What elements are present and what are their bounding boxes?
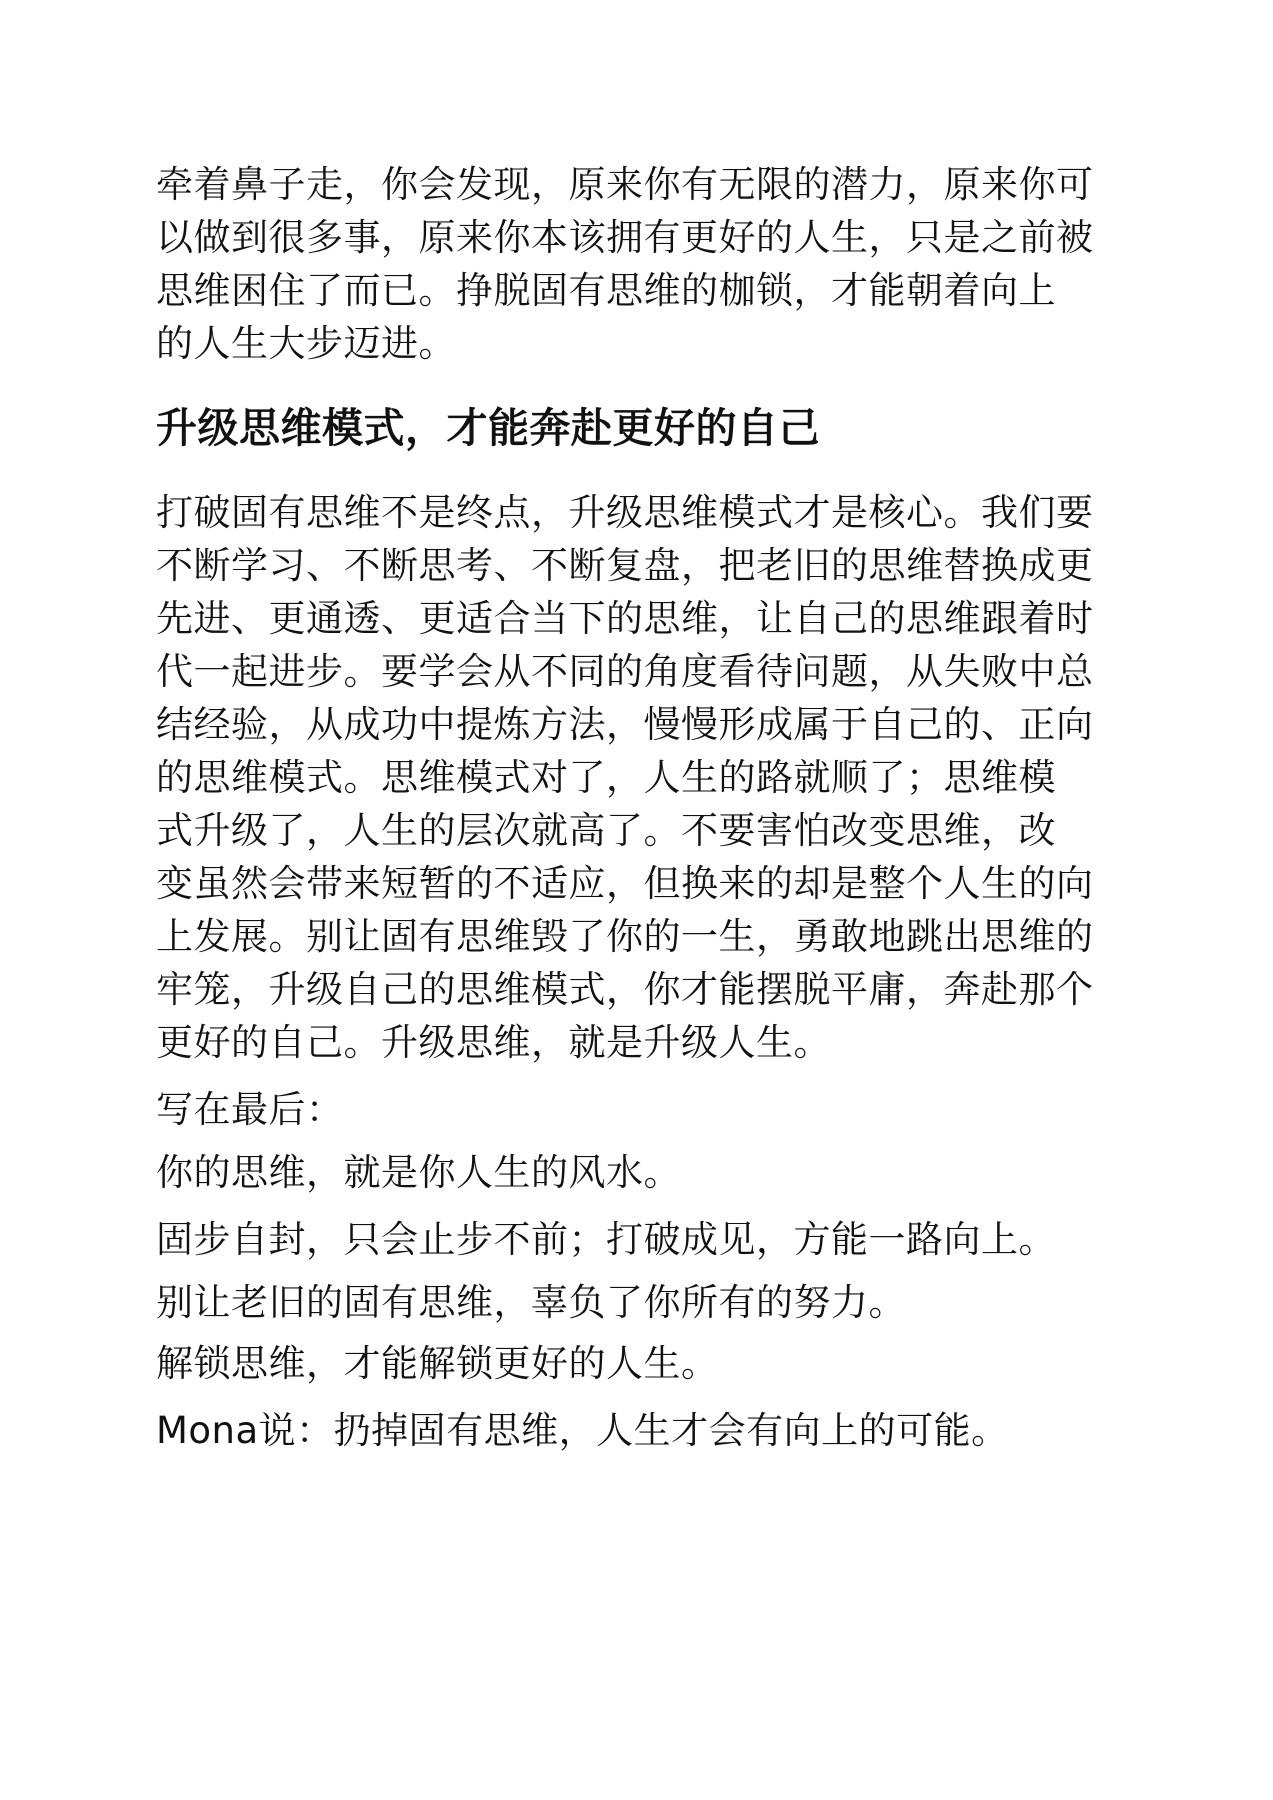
closing-line: 别让老旧的固有思维，辜负了你所有的努力。 — [156, 1281, 906, 1324]
paragraph-line: 变虽然会带来短暂的不适应，但换来的却是整个人生的向 — [156, 862, 1094, 905]
paragraph-line: 的思维模式。思维模式对了，人生的路就顺了；思维模 — [156, 756, 1056, 799]
paragraph-line: 上发展。别让固有思维毁了你的一生，勇敢地跳出思维的 — [156, 915, 1094, 958]
paragraph-line: 不断学习、不断思考、不断复盘，把老旧的思维替换成更 — [156, 544, 1094, 587]
paragraph-line: 打破固有思维不是终点，升级思维模式才是核心。我们要 — [156, 491, 1094, 534]
closing-label: 写在最后： — [156, 1088, 344, 1131]
article-body — [156, 158, 1126, 1457]
closing-line: 解锁思维，才能解锁更好的人生。 — [156, 1342, 719, 1385]
paragraph-line: 先进、更通透、更适合当下的思维，让自己的思维跟着时 — [156, 597, 1094, 640]
paragraph-line: 代一起进步。要学会从不同的角度看待问题，从失败中总 — [156, 650, 1094, 693]
section-paragraph — [156, 486, 1126, 1069]
paragraph-line: 思维困住了而已。挣脱固有思维的枷锁，才能朝着向上 — [156, 269, 1056, 312]
author-quote: Mona说：扔掉固有思维，人生才会有向上的可能。 — [156, 1409, 1009, 1452]
closing-line: 固步自封，只会止步不前；打破成见，方能一路向上。 — [156, 1218, 1056, 1261]
paragraph-line: 牢笼，升级自己的思维模式，你才能摆脱平庸，奔赴那个 — [156, 968, 1094, 1011]
paragraph-line: 结经验，从成功中提炼方法，慢慢形成属于自己的、正向 — [156, 703, 1094, 746]
section-heading: 升级思维模式，才能奔赴更好的自己 — [156, 404, 820, 452]
paragraph-line: 以做到很多事，原来你本该拥有更好的人生，只是之前被 — [156, 216, 1094, 259]
paragraph-line: 更好的自己。升级思维，就是升级人生。 — [156, 1021, 831, 1064]
closing-line: 你的思维，就是你人生的风水。 — [156, 1151, 681, 1194]
intro-paragraph — [156, 158, 1126, 370]
paragraph-line: 式升级了，人生的层次就高了。不要害怕改变思维，改 — [156, 809, 1056, 852]
paragraph-line: 的人生大步迈进。 — [156, 322, 456, 365]
paragraph-line: 牵着鼻子走，你会发现，原来你有无限的潜力，原来你可 — [156, 163, 1094, 206]
